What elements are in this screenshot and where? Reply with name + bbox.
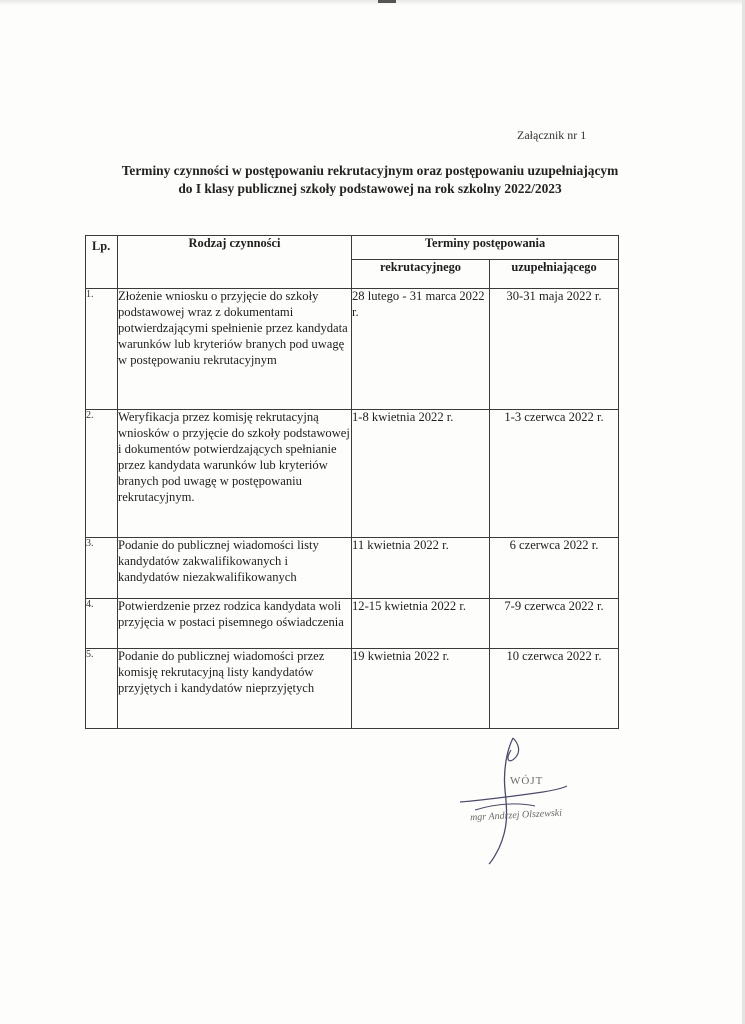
row-supplementary-date: 10 czerwca 2022 r. xyxy=(490,649,619,729)
stamp-title: WÓJT xyxy=(510,775,544,787)
row-recruitment-date: 19 kwietnia 2022 r. xyxy=(352,649,490,729)
row-number: 1. xyxy=(86,289,118,410)
table-row xyxy=(86,649,619,729)
schedule-table xyxy=(85,235,619,729)
row-activity: Złożenie wniosku o przyjęcie do szkoły podstawowej wraz z dokumentami potwierdzającymi spełnienie przez kandydata warunków lub kryteriów branych pod uwagę w postępowaniu rekrutacyjnym xyxy=(118,289,352,410)
header-recruitment: rekrutacyjnego xyxy=(352,260,490,289)
row-recruitment-date: 12-15 kwietnia 2022 r. xyxy=(352,599,490,649)
row-supplementary-date: 6 czerwca 2022 r. xyxy=(490,538,619,599)
row-activity: Weryfikacja przez komisję rekrutacyjną wniosków o przyjęcie do szkoły podstawowej i dokumentów potwierdzających spełnianie przez kandydata warunków lub kryteriów branych pod uwagę w postępowaniu rekrutacyjnym. xyxy=(118,410,352,538)
row-number: 5. xyxy=(86,649,118,729)
document-title-line-2: do I klasy publicznej szkoły podstawowej na rok szkolny 2022/2023 xyxy=(178,181,562,196)
table-row xyxy=(86,289,619,410)
stamp-name: mgr Andrzej Olszewski xyxy=(469,807,563,824)
row-recruitment-date: 1-8 kwietnia 2022 r. xyxy=(352,410,490,538)
row-recruitment-date: 28 lutego - 31 marca 2022 r. xyxy=(352,289,490,410)
row-number: 3. xyxy=(86,538,118,599)
row-supplementary-date: 1-3 czerwca 2022 r. xyxy=(490,410,619,538)
handwritten-signature xyxy=(455,730,605,865)
table-row xyxy=(86,538,619,599)
document-title-line-1: Terminy czynności w postępowaniu rekrutacyjnym oraz postępowaniu uzupełniającym xyxy=(121,163,619,178)
row-number: 2. xyxy=(86,410,118,538)
row-recruitment-date: 11 kwietnia 2022 r. xyxy=(352,538,490,599)
scan-mark xyxy=(378,0,396,3)
row-supplementary-date: 30-31 maja 2022 r. xyxy=(490,289,619,410)
header-lp: Lp. xyxy=(86,236,118,289)
row-supplementary-date: 7-9 czerwca 2022 r. xyxy=(490,599,619,649)
header-terms: Terminy postępowania xyxy=(352,236,619,260)
table-row xyxy=(86,410,619,538)
table-header-row xyxy=(86,236,619,260)
attachment-label: Załącznik nr 1 xyxy=(517,128,587,142)
row-activity: Podanie do publicznej wiadomości przez komisję rekrutacyjną listy kandydatów przyjętych i kandydatów nieprzyjętych xyxy=(118,649,352,729)
row-number: 4. xyxy=(86,599,118,649)
scan-top-edge xyxy=(0,0,745,6)
header-supplementary: uzupełniającego xyxy=(490,260,619,289)
row-activity: Podanie do publicznej wiadomości listy kandydatów zakwalifikowanych i kandydatów niezakwalifikowanych xyxy=(118,538,352,599)
header-activity: Rodzaj czynności xyxy=(118,236,352,289)
row-activity: Potwierdzenie przez rodzica kandydata woli przyjęcia w postaci pisemnego oświadczenia xyxy=(118,599,352,649)
table-row xyxy=(86,599,619,649)
